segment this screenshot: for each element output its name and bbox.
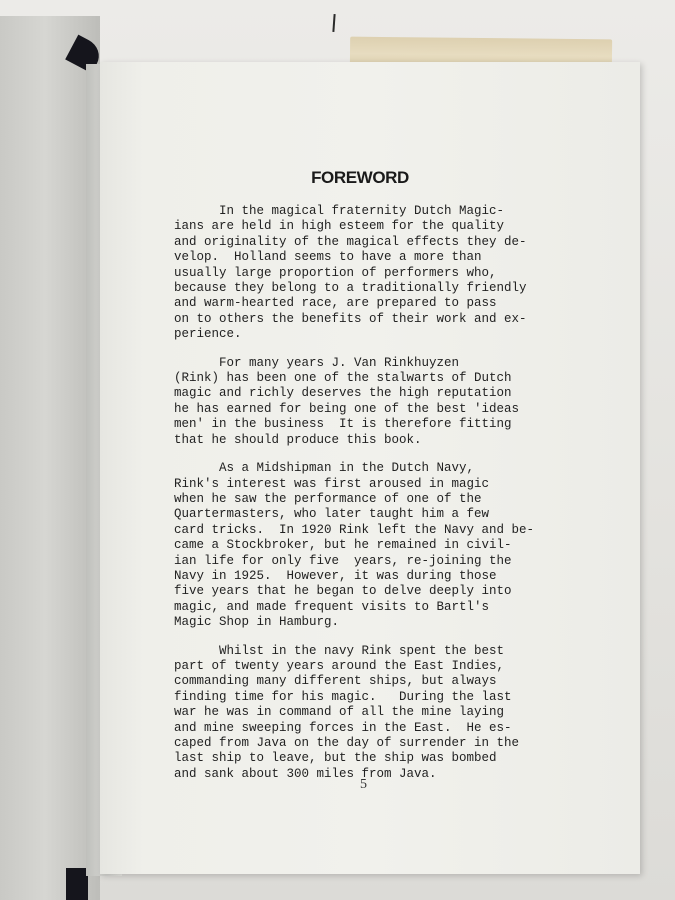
text-line: last ship to leave, but the ship was bombed [174, 751, 497, 766]
page-number: 5 [360, 777, 367, 792]
paragraph-1 [174, 204, 544, 343]
text-line: caped from Java on the day of surrender in the [174, 736, 520, 750]
text-line: finding time for his magic. During the last [174, 689, 512, 704]
text-line: when he saw the performance of one of the [174, 491, 482, 506]
text-line: he has earned for being one of the best 'ideas [174, 401, 520, 416]
text-line: ians are held in high esteem for the quality [174, 219, 505, 234]
text-line: ian life for only five years, re-joining the [174, 553, 512, 568]
text-line: velop. Holland seems to have a more than [174, 250, 482, 265]
text-line: magic and richly deserves the high reputation [174, 386, 512, 401]
text-line: card tricks. In 1920 Rink left the Navy and be- [174, 522, 535, 537]
text-line: and mine sweeping forces in the East. He es- [174, 720, 512, 735]
book-cover-left [0, 16, 100, 900]
text-line: on to others the benefits of their work and ex- [174, 311, 527, 326]
text-line: and sank about 300 miles from Java. [174, 766, 437, 781]
text-line: that he should produce this book. [174, 432, 422, 447]
foreword-body [174, 204, 544, 795]
text-line: (Rink) has been one of the stalwarts of Dutch [174, 371, 512, 386]
text-line: and warm-hearted race, are prepared to pass [174, 296, 497, 311]
text-line: Navy in 1925. However, it was during those [174, 568, 497, 583]
text-line: Magic Shop in Hamburg. [174, 615, 340, 630]
text-line: because they belong to a traditionally friendly [174, 281, 527, 296]
text-line: came a Stockbroker, but he remained in civil- [174, 538, 512, 553]
spine-corner-bottom [66, 868, 88, 900]
text-line: Quartermasters, who later taught him a few [174, 507, 490, 522]
text-line: magic, and made frequent visits to Bartl's [174, 599, 490, 614]
text-line: and originality of the magical effects they de- [174, 234, 527, 249]
text-line: men' in the business It is therefore fitting [174, 417, 512, 432]
text-line: perience. [174, 327, 242, 342]
text-line: As a Midshipman in the Dutch Navy, [174, 461, 475, 476]
text-line: Rink's interest was first aroused in magic [174, 476, 490, 491]
text-line: In the magical fraternity Dutch Magic- [174, 204, 505, 218]
text-line: Whilst in the navy Rink spent the best [174, 643, 505, 658]
text-line: commanding many different ships, but always [174, 674, 497, 689]
page-title: FOREWORD [311, 168, 409, 187]
paragraph-2 [174, 356, 544, 448]
text-line: war he was in command of all the mine laying [174, 705, 505, 720]
paragraph-4 [174, 644, 544, 783]
text-line: part of twenty years around the East Indies, [174, 658, 505, 673]
text-line: For many years J. Van Rinkhuyzen [174, 355, 460, 370]
text-line: usually large proportion of performers who, [174, 265, 497, 280]
paragraph-3 [174, 461, 544, 630]
text-line: five years that he began to delve deeply into [174, 584, 512, 599]
